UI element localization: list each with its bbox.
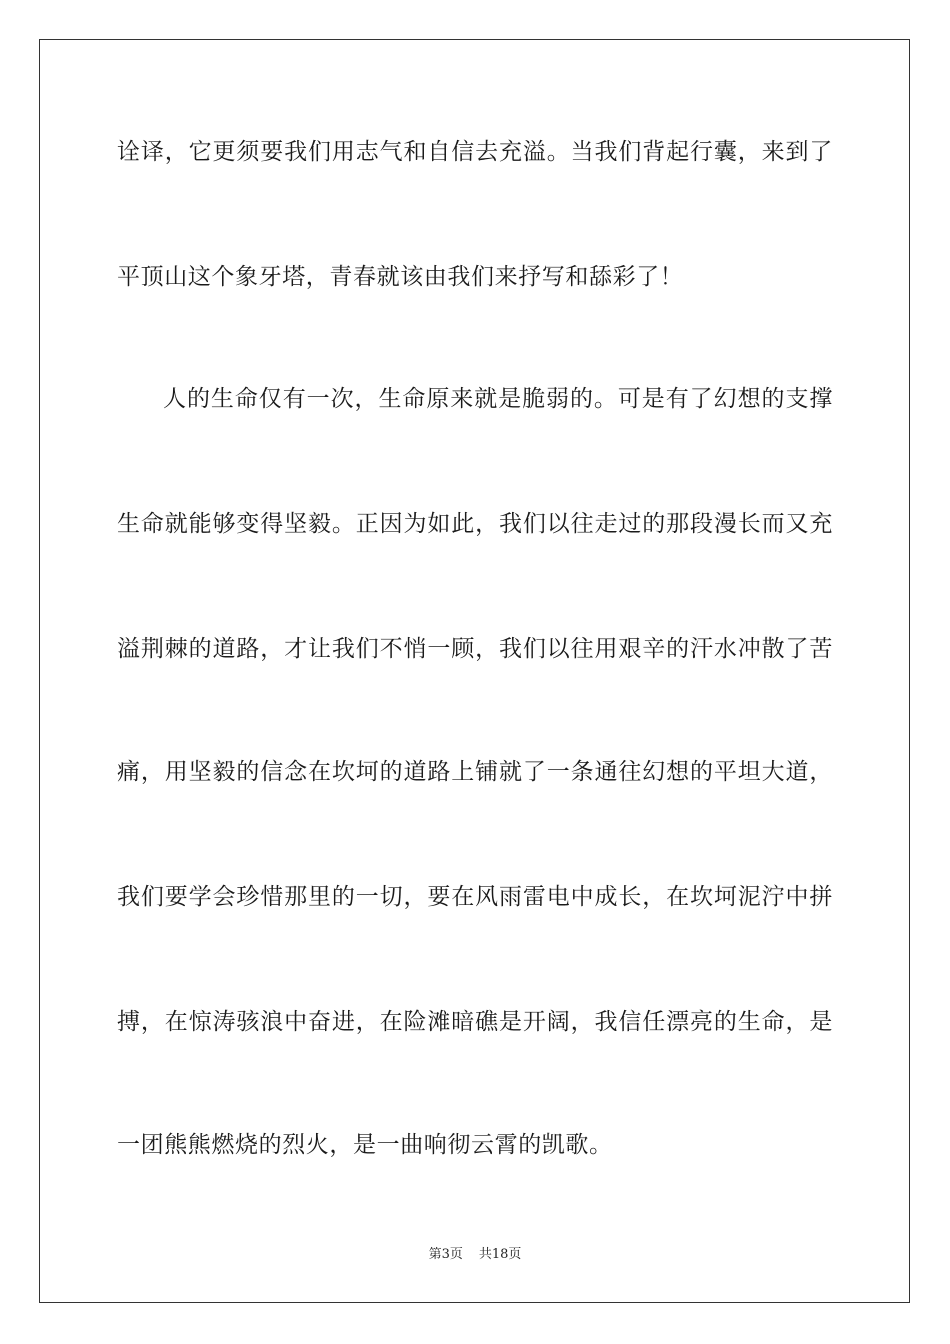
page-border [39,39,910,1303]
paragraph-line: 痛，用坚毅的信念在坎坷的道路上铺就了一条通往幻想的平坦大道， [117,759,833,785]
paragraph-line: 溢荆棘的道路，才让我们不悄一顾，我们以往用艰辛的汗水冲散了苦 [117,636,833,662]
page-number-current: 第3页 [428,1247,463,1262]
paragraph-line: 诠译，它更须要我们用志气和自信去充溢。当我们背起行囊，来到了 [117,139,833,165]
paragraph-line: 一团熊熊燃烧的烈火，是一曲响彻云霄的凯歌。 [117,1132,613,1158]
paragraph-line: 生命就能够变得坚毅。正因为如此，我们以往走过的那段漫长而又充 [117,511,833,537]
paragraph-line: 我们要学会珍惜那里的一切，要在风雨雷电中成长，在坎坷泥泞中拼 [117,884,833,910]
paragraph-line: 人的生命仅有一次，生命原来就是脆弱的。可是有了幻想的支撑 [163,386,833,412]
page-footer [0,1246,950,1264]
page-number-total: 共18页 [478,1247,522,1262]
paragraph-line: 搏，在惊涛骇浪中奋进，在险滩暗礁是开阔，我信任漂亮的生命，是 [117,1009,833,1035]
paragraph-line: 平顶山这个象牙塔，青春就该由我们来抒写和舔彩了！ [117,264,684,290]
